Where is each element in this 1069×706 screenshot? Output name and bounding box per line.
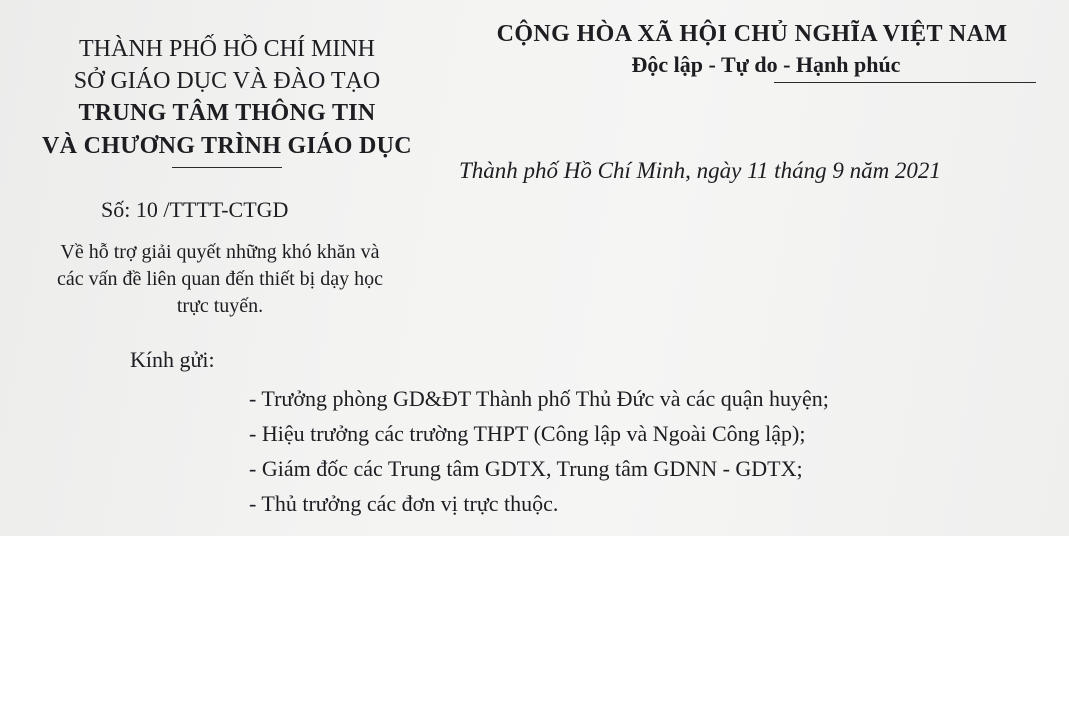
recipient-item: - Thủ trưởng các đơn vị trực thuộc. xyxy=(249,491,559,516)
summary-line: Về hỗ trợ giải quyết những khó khăn và xyxy=(60,241,380,263)
issuer-header xyxy=(12,33,442,168)
issuer-unit-line1: TRUNG TÂM THÔNG TIN xyxy=(78,100,376,126)
recipient-item: - Trưởng phòng GD&ĐT Thành phố Thủ Đức và các quận huyện; xyxy=(249,386,829,411)
summary-line: các vấn đề liên quan đến thiết bị dạy học xyxy=(57,268,383,290)
issuer-underline xyxy=(172,167,282,168)
place-date: Thành phố Hồ Chí Minh, ngày 11 tháng 9 năm 2021 xyxy=(459,158,941,183)
greeting: Kính gửi: xyxy=(130,347,215,372)
document-summary xyxy=(14,239,426,320)
issuer-city: THÀNH PHỐ HỒ CHÍ MINH xyxy=(79,36,375,62)
issuer-department: SỞ GIÁO DỤC VÀ ĐÀO TẠO xyxy=(73,68,381,94)
summary-line: trực tuyến. xyxy=(176,295,264,317)
document-number: Số: 10 /TTTT-CTGD xyxy=(101,197,289,222)
motto-underline xyxy=(774,82,1036,83)
national-title: CỘNG HÒA XÃ HỘI CHỦ NGHĨA VIỆT NAM xyxy=(496,21,1008,47)
national-header xyxy=(452,18,1052,83)
issuer-unit-line2: VÀ CHƯƠNG TRÌNH GIÁO DỤC xyxy=(42,133,412,159)
national-motto: Độc lập - Tự do - Hạnh phúc xyxy=(631,52,901,77)
recipient-item: - Giám đốc các Trung tâm GDTX, Trung tâm GDNN - GDTX; xyxy=(249,456,803,481)
recipient-item: - Hiệu trưởng các trường THPT (Công lập và Ngoài Công lập); xyxy=(249,421,806,446)
recipient-list xyxy=(249,381,829,521)
